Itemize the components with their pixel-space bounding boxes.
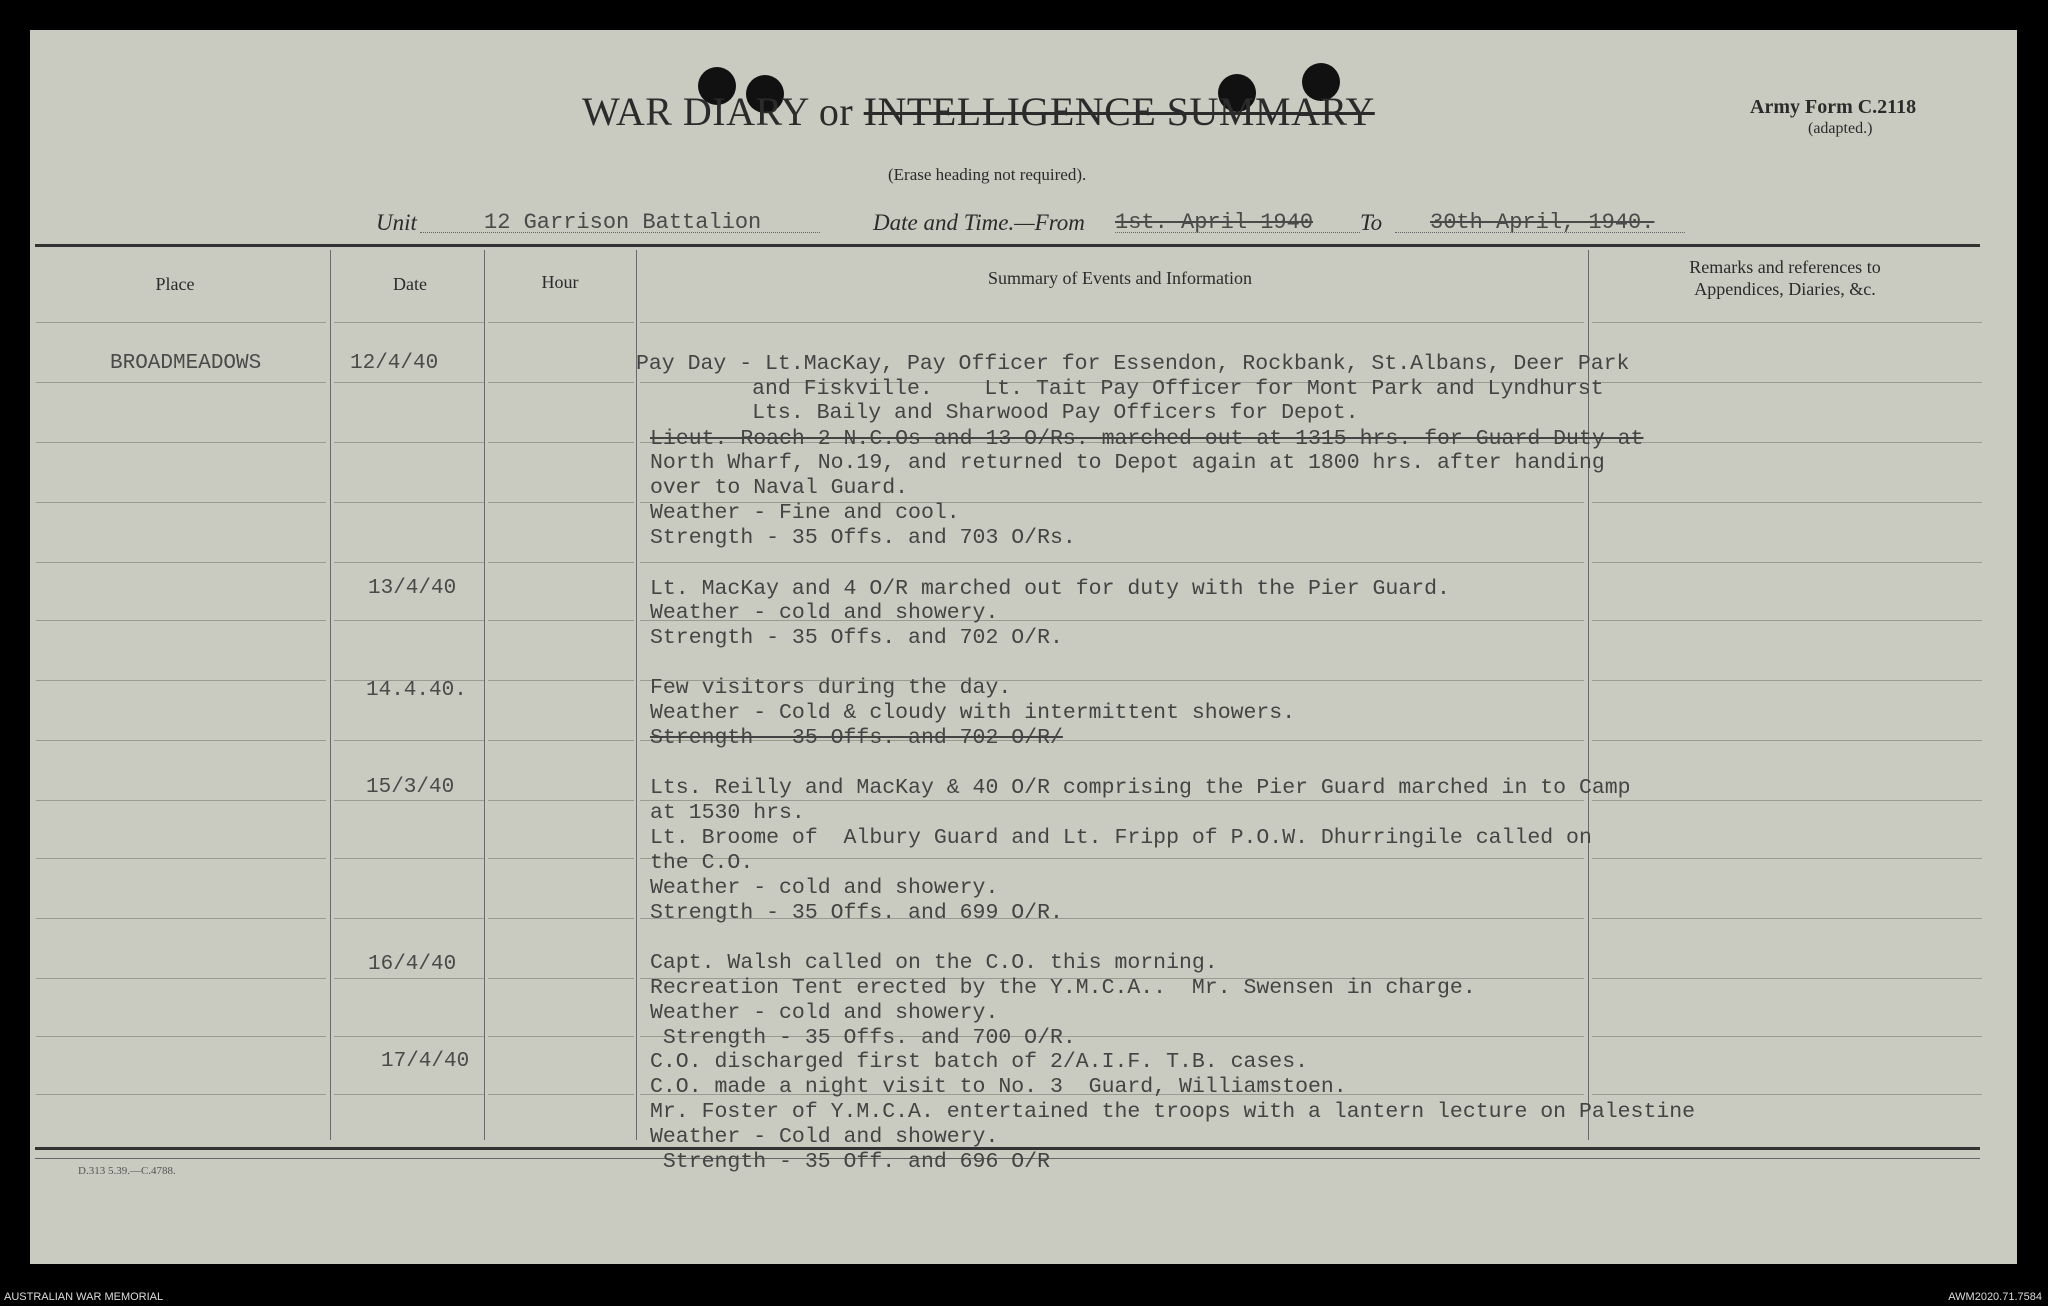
- ruled-line: [488, 1036, 634, 1037]
- ruled-line: [488, 978, 634, 979]
- to-label: To: [1360, 210, 1383, 235]
- entry-date: 12/4/40: [350, 352, 439, 375]
- event-line: Weather - Cold & cloudy with intermittent showers.: [650, 701, 1296, 725]
- ruled-line: [334, 918, 484, 919]
- event-line: Pay Day - Lt.MacKay, Pay Officer for Essendon, Rockbank, St.Albans, Deer Park: [636, 352, 1630, 376]
- ruled-line: [36, 978, 326, 979]
- entry-date: 13/4/40: [368, 577, 457, 600]
- event-line: at 1530 hrs.: [650, 801, 805, 825]
- event-line: Mr. Foster of Y.M.C.A. entertained the troops with a lantern lecture on Palestine: [650, 1100, 1696, 1124]
- ruled-line: [36, 858, 326, 859]
- event-line: Strength - 35 Offs. and 702 O/R.: [650, 626, 1063, 650]
- event-line: and Fiskville. Lt. Tait Pay Officer for Mont Park and Lyndhurst: [636, 377, 1604, 401]
- event-line: Strength - 35 Offs. and 703 O/Rs.: [650, 526, 1076, 550]
- event-line: Weather - cold and showery.: [650, 1001, 999, 1025]
- ruled-line: [1592, 382, 1982, 383]
- ruled-line: [334, 442, 484, 443]
- ruled-line: [334, 322, 484, 323]
- ruled-line: [36, 442, 326, 443]
- ruled-line: [334, 978, 484, 979]
- ruled-line: [1592, 918, 1982, 919]
- ruled-line: [36, 680, 326, 681]
- entry-date: 14.4.40.: [366, 679, 467, 702]
- event-line-struck: Strength - 35 Offs. and 702 O/R/: [650, 726, 1063, 750]
- from-date: 1st. April 1940: [1115, 210, 1314, 235]
- column-divider: [330, 250, 331, 1140]
- event-line: Weather - cold and showery.: [650, 601, 999, 625]
- ruled-line: [488, 502, 634, 503]
- ruled-line: [1592, 1036, 1982, 1037]
- event-line: Few visitors during the day.: [650, 676, 1012, 700]
- ruled-line: [334, 740, 484, 741]
- ruled-line: [1592, 858, 1982, 859]
- ruled-line: [488, 562, 634, 563]
- ruled-line: [36, 382, 326, 383]
- ruled-line: [488, 382, 634, 383]
- event-line: Lts. Reilly and MacKay & 40 O/R comprising the Pier Guard marched in to Camp: [650, 776, 1631, 800]
- event-line: Strength - 35 Off. and 696 O/R: [650, 1150, 1050, 1174]
- ruled-line: [334, 382, 484, 383]
- ruled-line: [488, 1094, 634, 1095]
- ruled-line: [488, 680, 634, 681]
- event-line: Lts. Baily and Sharwood Pay Officers for Depot.: [636, 401, 1359, 425]
- event-line-struck: Lieut. Roach 2 N.C.Os and 13 O/Rs. marched out at 1315 hrs. for Guard Duty at: [650, 427, 1644, 451]
- footer-archive: AUSTRALIAN WAR MEMORIAL: [4, 1291, 164, 1303]
- ruled-line: [1592, 322, 1982, 323]
- ruled-line: [334, 858, 484, 859]
- col-header-remarks: Remarks and references to Appendices, Diaries, &c.: [1689, 257, 1881, 299]
- event-line: Capt. Walsh called on the C.O. this morning.: [650, 951, 1218, 975]
- ruled-line: [334, 1094, 484, 1095]
- ruled-line: [488, 858, 634, 859]
- ruled-line: [488, 800, 634, 801]
- event-line: Strength - 35 Offs. and 699 O/R.: [650, 901, 1063, 925]
- ruled-line: [640, 858, 1584, 859]
- col-header-hour: Hour: [541, 272, 579, 292]
- event-line: the C.O.: [650, 851, 754, 875]
- col-header-date: Date: [393, 274, 427, 294]
- ruled-line: [488, 442, 634, 443]
- adapted-note: (adapted.): [1808, 120, 1873, 137]
- ruled-line: [334, 502, 484, 503]
- ruled-line: [334, 800, 484, 801]
- ruled-line: [488, 918, 634, 919]
- event-line: Weather - cold and showery.: [650, 876, 999, 900]
- ruled-line: [1592, 740, 1982, 741]
- top-rule: [35, 244, 1980, 247]
- col-header-place: Place: [155, 274, 195, 294]
- ruled-line: [1592, 680, 1982, 681]
- ruled-line: [36, 322, 326, 323]
- ruled-line: [334, 1036, 484, 1037]
- form-title: WAR DIARY or INTELLIGENCE SUMMARY: [582, 89, 1375, 134]
- ruled-line: [36, 1094, 326, 1095]
- ruled-line: [1592, 502, 1982, 503]
- unit-label: Unit: [376, 210, 417, 235]
- entry-date: 16/4/40: [368, 953, 457, 976]
- struck-heading: INTELLIGENCE SUMMARY: [863, 89, 1375, 134]
- ruled-line: [1592, 800, 1982, 801]
- ruled-line: [36, 800, 326, 801]
- date-label: Date and Time.—From: [873, 210, 1085, 235]
- ruled-line: [640, 562, 1584, 563]
- ruled-line: [640, 322, 1584, 323]
- event-line: Weather - Cold and showery.: [650, 1125, 999, 1149]
- ruled-line: [1592, 620, 1982, 621]
- ruled-line: [1592, 978, 1982, 979]
- event-line: Lt. MacKay and 4 O/R marched out for duty with the Pier Guard.: [650, 577, 1450, 601]
- event-line: Weather - Fine and cool.: [650, 501, 960, 525]
- event-line: Lt. Broome of Albury Guard and Lt. Fripp of P.O.W. Dhurringile called on: [650, 826, 1592, 850]
- ruled-line: [36, 562, 326, 563]
- ruled-line: [36, 620, 326, 621]
- col-header-summary: Summary of Events and Information: [988, 268, 1252, 288]
- entry-date: 17/4/40: [381, 1050, 470, 1073]
- ruled-line: [36, 502, 326, 503]
- event-line: C.O. discharged first batch of 2/A.I.F. T.B. cases.: [650, 1050, 1309, 1074]
- footer-reference: AWM2020.71.7584: [1948, 1291, 2042, 1303]
- ruled-line: [334, 620, 484, 621]
- event-line: Strength - 35 Offs. and 700 O/R.: [650, 1026, 1076, 1050]
- ruled-line: [1592, 442, 1982, 443]
- print-code: D.313 5.39.—C.4788.: [78, 1165, 176, 1177]
- event-line: Recreation Tent erected by the Y.M.C.A.. Mr. Swensen in charge.: [650, 976, 1476, 1000]
- entry-date: 15/3/40: [366, 776, 455, 799]
- erase-note: (Erase heading not required).: [888, 165, 1087, 184]
- place-broadmeadows: BROADMEADOWS: [110, 352, 262, 375]
- army-form-number: Army Form C.2118: [1750, 96, 1917, 118]
- column-divider: [484, 250, 485, 1140]
- event-line: North Wharf, No.19, and returned to Depot again at 1800 hrs. after handing: [650, 451, 1605, 475]
- ruled-line: [36, 740, 326, 741]
- ruled-line: [36, 918, 326, 919]
- ruled-line: [334, 562, 484, 563]
- event-line: over to Naval Guard.: [650, 476, 909, 500]
- ruled-line: [488, 740, 634, 741]
- ruled-line: [488, 620, 634, 621]
- to-date: 30th April, 1940.: [1430, 210, 1655, 235]
- ruled-line: [36, 1036, 326, 1037]
- ruled-line: [1592, 562, 1982, 563]
- ruled-line: [488, 322, 634, 323]
- unit-value: 12 Garrison Battalion: [484, 210, 762, 235]
- event-line: C.O. made a night visit to No. 3 Guard, Williamstoen.: [650, 1075, 1347, 1099]
- ruled-line: [1592, 1094, 1982, 1095]
